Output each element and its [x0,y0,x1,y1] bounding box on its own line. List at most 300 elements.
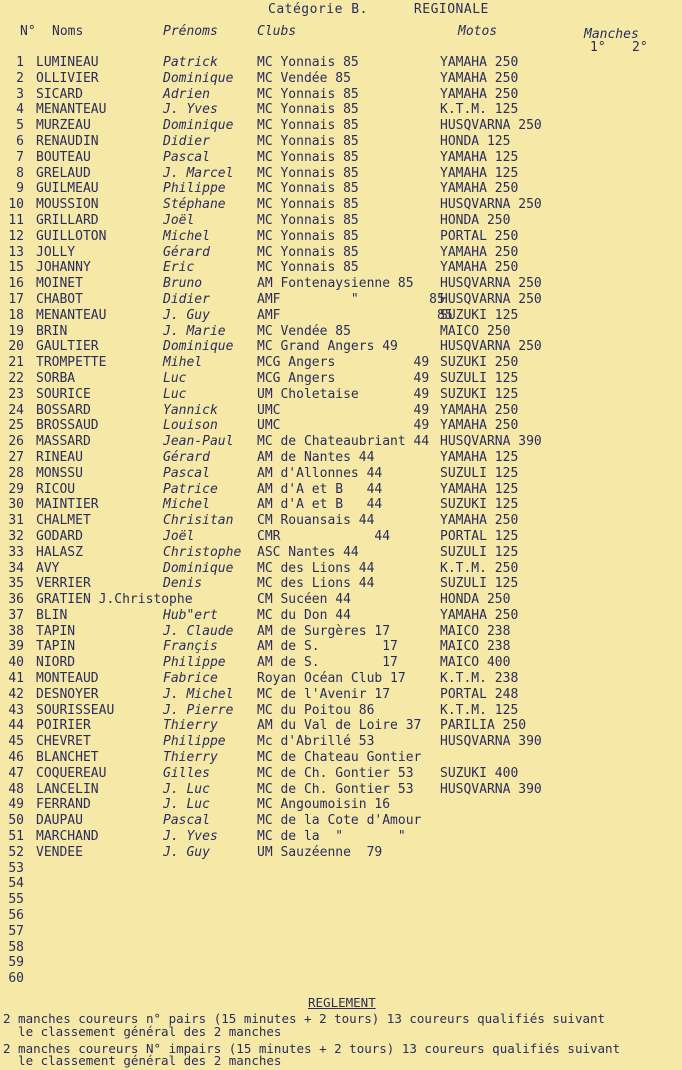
table-row [0,324,682,340]
rider-firstname: Dominique [163,118,234,134]
rider-firstname: Christophe [163,544,242,560]
rider-surname: GODARD [36,528,83,544]
rider-firstname: Dominique [163,560,234,576]
header-manches: Manches [584,27,639,42]
rider-motorcycle: YAMAHA 125 [440,149,519,165]
rider-number: 29 [8,481,24,497]
header-num: N° [20,24,36,39]
rider-motorcycle: YAMAHA 250 [440,402,519,418]
rider-club: Mc d'Abrillé 53 [257,734,375,750]
rider-club: MC du Poitou 86 [257,702,375,718]
table-row [0,608,682,624]
rider-club: UMC 49 [257,402,430,418]
rider-club: MC Yonnais 85 [257,244,359,260]
rider-number: 28 [8,465,24,481]
table-row [0,513,682,529]
rider-surname: HALASZ [36,544,83,560]
rider-club: MC Vendée 85 [257,70,351,86]
table-row [0,387,682,403]
rider-motorcycle: MAICO 238 [440,639,511,655]
rider-number: 2 [16,70,24,86]
rider-club: MC Yonnais 85 [257,260,359,276]
reglement-line-4: le classement général des 2 manches [3,1053,282,1068]
table-row [0,466,682,482]
rider-surname: BRIN [36,323,68,339]
table-row [0,292,682,308]
rider-number: 26 [8,434,24,450]
table-row [0,403,682,419]
rider-surname: BLANCHET [36,750,99,766]
rider-motorcycle: PARILIA 250 [440,718,527,734]
rider-number: 54 [8,876,24,892]
rider-firstname: J. Yves [163,102,218,118]
rider-number: 39 [8,639,24,655]
rider-motorcycle: PORTAL 250 [440,228,519,244]
rider-surname: MOINET [36,276,83,292]
rider-club: CMR 44 [257,528,391,544]
table-row [0,102,682,118]
rider-firstname: Patrice [163,481,218,497]
rider-motorcycle: HUSQVARNA 250 [440,291,542,307]
rider-club: MC Yonnais 85 [257,149,359,165]
reglement-line-1: 2 manches coureurs n° pairs (15 minutes + 2 tours) 13 coureurs qualifiés suivant [3,1011,606,1026]
table-row [0,229,682,245]
table-row [0,450,682,466]
reglement-line-3: 2 manches coureurs N° impairs (15 minutes + 2 tours) 13 coureurs qualifiés suivant [3,1041,621,1056]
rider-number: 15 [8,260,24,276]
rider-number: 50 [8,813,24,829]
rider-club: AM de Nantes 44 [257,449,375,465]
table-row [0,813,682,829]
rider-number: 32 [8,528,24,544]
rider-number: 12 [8,228,24,244]
rider-surname: RICOU [36,481,76,497]
rider-number: 4 [16,102,24,118]
table-row [0,529,682,545]
rider-motorcycle: HUSQVARNA 390 [440,434,542,450]
rider-motorcycle: SUZULI 125 [440,576,519,592]
rider-firstname: Yannick [163,402,218,418]
page-title [268,2,535,17]
table-row [0,955,682,971]
rider-club: MC de Ch. Gontier 53 [257,765,414,781]
table-row [0,308,682,324]
rider-firstname: Hub"ert [163,607,218,623]
rider-number: 16 [8,276,24,292]
rider-firstname: Louison [163,418,218,434]
reglement-title: REGLEMENT [308,995,376,1010]
table-row [0,829,682,845]
table-row [0,197,682,213]
rider-motorcycle: YAMAHA 250 [440,607,519,623]
rider-motorcycle: SUZULI 125 [440,544,519,560]
rider-number: 44 [8,718,24,734]
header-moto: Motos [458,24,498,39]
rider-motorcycle: YAMAHA 125 [440,449,519,465]
rider-club: MC de la Cote d'Amour [257,813,422,829]
rider-surname: GRELAUD [36,165,91,181]
rider-motorcycle: YAMAHA 250 [440,70,519,86]
rider-number: 40 [8,655,24,671]
rider-club: ASC Nantes 44 [257,544,359,560]
rider-number: 23 [8,386,24,402]
level-label: REGIONALE [413,2,489,17]
rider-firstname: Jean-Paul [163,434,234,450]
rider-surname: VENDEE [36,844,83,860]
rider-club: AM du Val de Loire 37 [257,718,422,734]
rider-surname: NIORD [36,655,76,671]
category-label: Catégorie B. [268,2,368,17]
table-row [0,55,682,71]
header-club: Clubs [257,24,297,39]
rider-surname: GUILMEAU [36,181,99,197]
rider-club: CM Sucéen 44 [257,592,351,608]
rider-firstname: J. Luc [163,781,210,797]
entry-table [0,55,682,987]
rider-surname: BOUTEAU [36,149,91,165]
table-row [0,213,682,229]
table-row [0,592,682,608]
rider-number: 9 [16,181,24,197]
rider-surname: BOSSARD [36,402,91,418]
rider-firstname: Didier [163,133,210,149]
rider-surname: FERRAND [36,797,91,813]
rider-number: 48 [8,781,24,797]
rider-club: MC Yonnais 85 [257,55,359,70]
table-row [0,118,682,134]
rider-number: 52 [8,844,24,860]
rider-number: 11 [8,212,24,228]
rider-firstname: Thierry [163,718,218,734]
rider-number: 1 [16,55,24,70]
table-row [0,766,682,782]
rider-club: MC de la " " [257,829,406,845]
rider-number: 38 [8,623,24,639]
rider-number: 60 [8,971,24,987]
table-row [0,355,682,371]
rider-club: AM de S. 17 [257,639,398,655]
rider-firstname: Bruno [163,276,203,292]
rider-club: MC Grand Angers 49 [257,339,398,355]
rider-motorcycle: SUZUKI 125 [440,307,519,323]
rider-club: MC de Chateaubriant 44 [257,434,430,450]
rider-number: 22 [8,370,24,386]
table-row [0,71,682,87]
rider-surname: SOURICE [36,386,91,402]
table-row [0,339,682,355]
rider-club: AM d'Allonnes 44 [257,465,383,481]
rider-number: 13 [8,244,24,260]
header-manche-2: 2° [632,40,648,55]
rider-club: AM d'A et B 44 [257,481,383,497]
rider-firstname: J. Marcel [163,165,234,181]
table-row [0,908,682,924]
table-row [0,734,682,750]
rider-surname: CHALMET [36,513,91,529]
rider-surname: VERRIER [36,576,91,592]
rider-number: 46 [8,750,24,766]
rider-club: AMF 85 [257,307,453,323]
rider-club: MC de Chateau Gontier [257,750,422,766]
rider-firstname: Gérard [163,449,210,465]
rider-firstname: J. Yves [163,829,218,845]
rider-motorcycle: PORTAL 248 [440,686,519,702]
rider-motorcycle: PORTAL 125 [440,528,519,544]
rider-firstname: Gérard [163,244,210,260]
rider-firstname: Pascal [163,813,210,829]
rider-motorcycle: YAMAHA 250 [440,244,519,260]
rider-number: 27 [8,449,24,465]
rider-firstname: Joël [163,528,195,544]
rider-surname: POIRIER [36,718,91,734]
rider-number: 37 [8,607,24,623]
table-row [0,150,682,166]
rider-firstname: Eric [163,260,195,276]
rider-firstname: J. Guy [163,307,210,323]
rider-number: 41 [8,671,24,687]
rider-motorcycle: HONDA 250 [440,592,511,608]
rider-club: MCG Angers 49 [257,370,430,386]
rider-club: MC Yonnais 85 [257,197,359,213]
rider-firstname: J. Michel [163,686,234,702]
rider-motorcycle: MAICO 250 [440,323,511,339]
rider-club: MCG Angers 49 [257,355,430,371]
rider-motorcycle: HUSQVARNA 250 [440,339,542,355]
rider-surname: AVY [36,560,60,576]
table-row [0,260,682,276]
rider-motorcycle: SUZUKI 125 [440,386,519,402]
rider-number: 55 [8,892,24,908]
rider-club: MC des Lions 44 [257,560,375,576]
rider-number: 17 [8,291,24,307]
rider-number: 24 [8,402,24,418]
rider-number: 33 [8,544,24,560]
rider-motorcycle: SUZUKI 400 [440,765,519,781]
rider-motorcycle: YAMAHA 250 [440,418,519,434]
rider-club: AM d'A et B 44 [257,497,383,513]
table-row [0,276,682,292]
rider-number: 59 [8,955,24,971]
rider-firstname: Gilles [163,765,210,781]
rider-surname: LUMINEAU [36,55,99,70]
rider-firstname: J. Pierre [163,702,234,718]
rider-firstname: Philippe [163,655,226,671]
reglement-line-2: le classement général des 2 manches [3,1024,282,1039]
table-row [0,371,682,387]
table-row [0,482,682,498]
header-prenom: Prénoms [163,24,218,39]
rider-firstname: Luc [163,370,187,386]
table-row [0,497,682,513]
table-row [0,561,682,577]
rider-surname: CHEVRET [36,734,91,750]
header-nom: Noms [52,24,84,39]
rider-number: 53 [8,860,24,876]
rider-motorcycle: MAICO 400 [440,655,511,671]
rider-firstname: Chrisitan [163,513,234,529]
rider-motorcycle: YAMAHA 250 [440,86,519,102]
table-row [0,545,682,561]
rider-number: 19 [8,323,24,339]
rider-surname: JOHANNY [36,260,91,276]
table-row [0,639,682,655]
rider-firstname: Pascal [163,149,210,165]
rider-motorcycle: HUSQVARNA 250 [440,276,542,292]
rider-number: 43 [8,702,24,718]
rider-motorcycle: SUZUKI 250 [440,355,519,371]
rider-number: 7 [16,149,24,165]
rider-surname: MONSSU [36,465,83,481]
rider-club: MC Angoumoisin 16 [257,797,391,813]
rider-surname: SICARD [36,86,83,102]
rider-surname: GUILLOTON [36,228,107,244]
rider-club: MC des Lions 44 [257,576,375,592]
rider-club: MC Yonnais 85 [257,165,359,181]
rider-firstname: Philippe [163,181,226,197]
table-row [0,181,682,197]
rider-number: 8 [16,165,24,181]
header-manche-1: 1° [590,40,606,55]
table-row [0,671,682,687]
rider-surname: GRATIEN J.Christophe [36,592,193,608]
rider-firstname: Patrick [163,55,218,70]
rider-surname: DESNOYER [36,686,99,702]
table-row [0,418,682,434]
rider-firstname: Thierry [163,750,218,766]
rider-number: 58 [8,939,24,955]
rider-motorcycle: YAMAHA 250 [440,55,519,70]
rider-number: 30 [8,497,24,513]
rider-surname: LANCELIN [36,781,99,797]
rider-club: MC Yonnais 85 [257,181,359,197]
table-row [0,434,682,450]
rider-club: MC de Ch. Gontier 53 [257,781,414,797]
rider-club: UM Choletaise 49 [257,386,430,402]
table-row [0,750,682,766]
rider-surname: MARCHAND [36,829,99,845]
table-row [0,940,682,956]
rider-motorcycle: HONDA 125 [440,133,511,149]
rider-surname: SORBA [36,370,76,386]
table-row [0,576,682,592]
rider-club: MC Yonnais 85 [257,133,359,149]
rider-number: 45 [8,734,24,750]
rider-motorcycle: K.T.M. 125 [440,702,519,718]
rider-surname: MOUSSION [36,197,99,213]
rider-firstname: Fabrice [163,671,218,687]
rider-firstname: Françis [163,639,218,655]
rider-surname: TAPIN [36,623,76,639]
rider-club: AMF " 85 [257,291,445,307]
rider-club: CM Rouansais 44 [257,513,375,529]
rider-club: MC Vendée 85 [257,323,351,339]
rider-motorcycle: HUSQVARNA 250 [440,118,542,134]
rider-firstname: Joël [163,212,195,228]
rider-surname: MONTEAUD [36,671,99,687]
rider-surname: GRILLARD [36,212,99,228]
rider-motorcycle: YAMAHA 125 [440,165,519,181]
table-row [0,797,682,813]
rider-surname: MAINTIER [36,497,99,513]
rider-number: 42 [8,686,24,702]
rider-club: UM Sauzéenne 79 [257,844,383,860]
rider-surname: MENANTEAU [36,102,107,118]
rider-motorcycle: YAMAHA 250 [440,181,519,197]
rider-surname: MENANTEAU [36,307,107,323]
table-row [0,166,682,182]
rider-club: MC Yonnais 85 [257,228,359,244]
rider-motorcycle: K.T.M. 250 [440,560,519,576]
rider-motorcycle: HUSQVARNA 390 [440,781,542,797]
rider-number: 49 [8,797,24,813]
rider-number: 34 [8,560,24,576]
rider-motorcycle: HONDA 250 [440,212,511,228]
rider-number: 5 [16,118,24,134]
rider-number: 10 [8,197,24,213]
rider-club: MC de l'Avenir 17 [257,686,391,702]
rider-surname: RENAUDIN [36,133,99,149]
rider-surname: TROMPETTE [36,355,107,371]
rider-surname: BLIN [36,607,68,623]
table-row [0,845,682,861]
rider-club: MC Yonnais 85 [257,102,359,118]
rider-number: 47 [8,765,24,781]
rider-motorcycle: YAMAHA 250 [440,260,519,276]
rider-firstname: Stéphane [163,197,226,213]
rider-firstname: J. Marie [163,323,226,339]
rider-number: 21 [8,355,24,371]
rider-motorcycle: SUZULI 125 [440,370,519,386]
rider-surname: BROSSAUD [36,418,99,434]
rider-firstname: Dominique [163,70,234,86]
rider-surname: CHABOT [36,291,83,307]
table-row [0,718,682,734]
rider-number: 3 [16,86,24,102]
rider-number: 18 [8,307,24,323]
rider-surname: MASSARD [36,434,91,450]
rider-firstname: Pascal [163,465,210,481]
rider-club: MC du Don 44 [257,607,351,623]
rider-motorcycle: SUZUKI 125 [440,497,519,513]
rider-number: 25 [8,418,24,434]
rider-firstname: Adrien [163,86,210,102]
rider-club: AM de S. 17 [257,655,398,671]
table-row [0,687,682,703]
rider-number: 31 [8,513,24,529]
table-row [0,924,682,940]
table-row [0,703,682,719]
rider-number: 56 [8,908,24,924]
rider-firstname: Michel [163,228,210,244]
rider-number: 36 [8,592,24,608]
rider-number: 6 [16,133,24,149]
rider-firstname: J. Guy [163,844,210,860]
rider-firstname: Mihel [163,355,203,371]
rider-club: AM de Surgères 17 [257,623,391,639]
rider-surname: JOLLY [36,244,76,260]
table-row [0,971,682,987]
table-row [0,782,682,798]
rider-firstname: Dominique [163,339,234,355]
rider-motorcycle: SUZULI 125 [440,465,519,481]
rider-surname: RINEAU [36,449,83,465]
rider-firstname: Denis [163,576,203,592]
rider-surname: GAULTIER [36,339,99,355]
rider-club: MC Yonnais 85 [257,118,359,134]
rider-firstname: Michel [163,497,210,513]
rider-number: 57 [8,923,24,939]
rider-firstname: Luc [163,386,187,402]
